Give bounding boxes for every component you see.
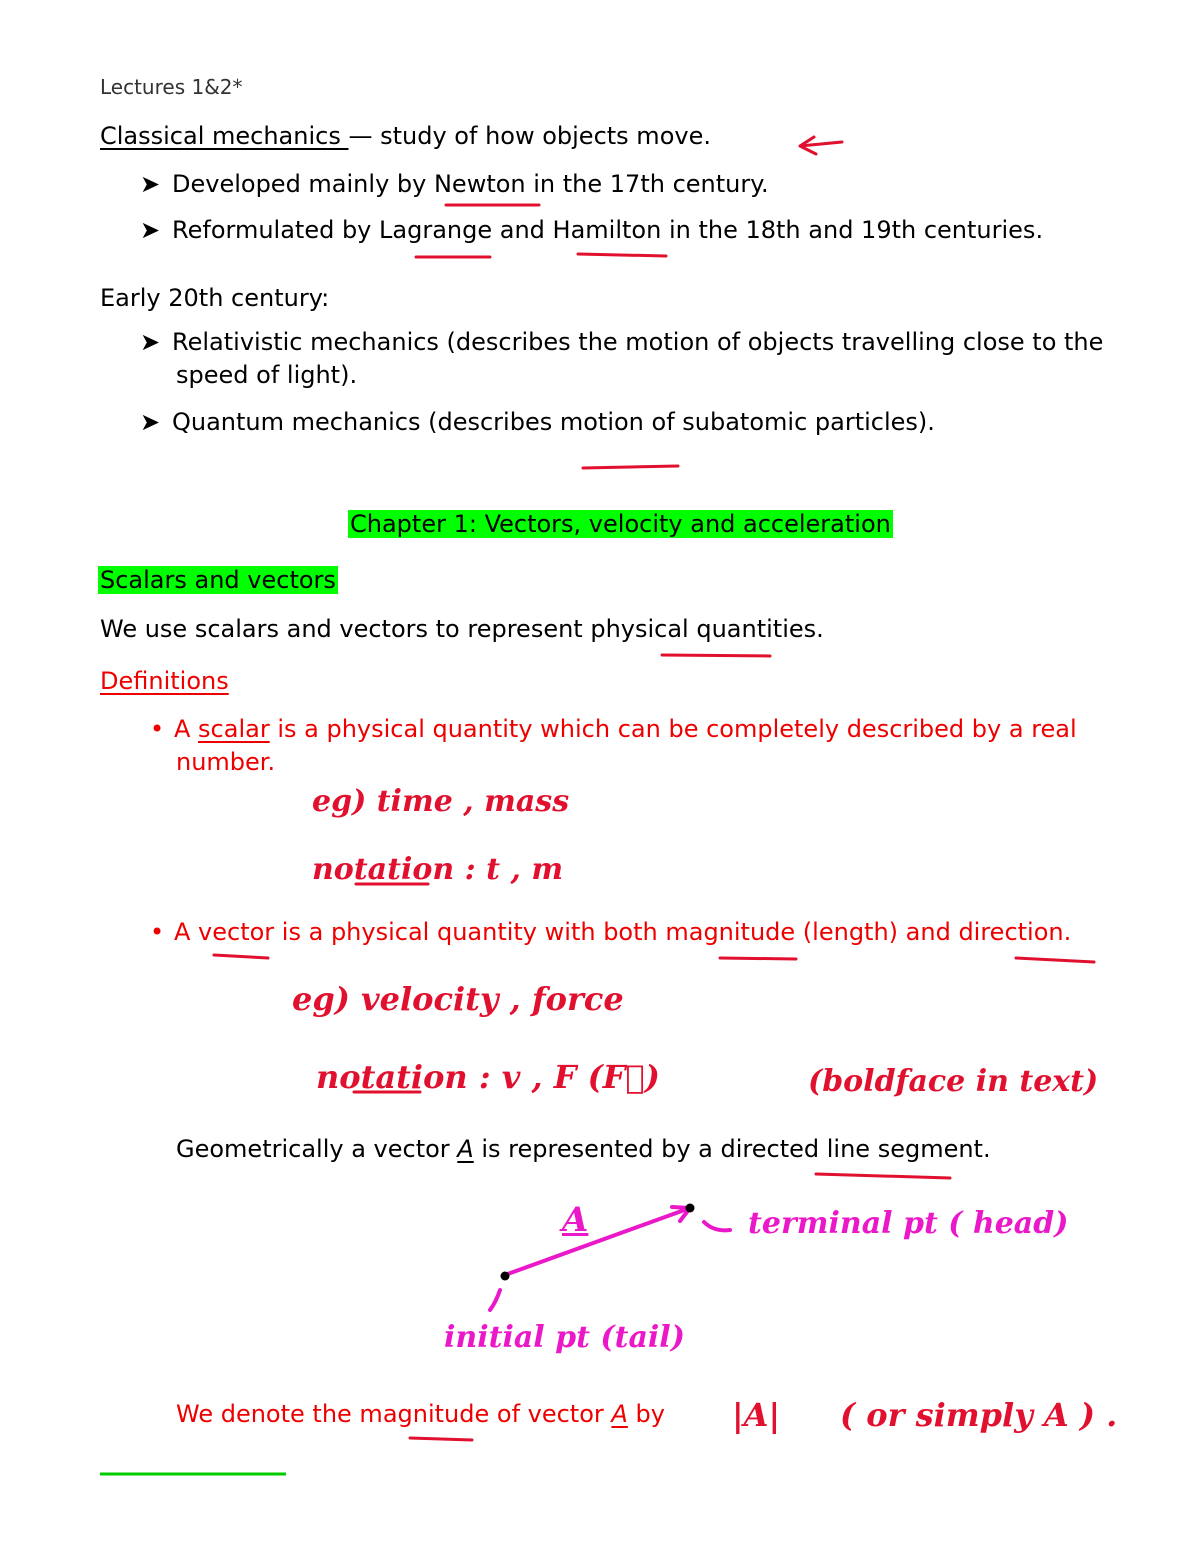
point-lagrange: ➤ Reformulated by Lagrange and Hamilton in the 18th and 19th centuries.	[140, 216, 1044, 244]
classical-mechanics-term: Classical mechanics	[100, 122, 349, 150]
initial-point-note: initial pt (tail)	[444, 1320, 685, 1355]
vector-notation-handwriting: notation : v , F (F⃗)	[316, 1058, 660, 1096]
magnitude-note-handwriting: ( or simply A ) .	[840, 1396, 1118, 1434]
vector-symbol: A	[611, 1400, 628, 1428]
vector-symbol: A	[457, 1135, 474, 1163]
point-relativistic: ➤ Relativistic mechanics (describes the motion of objects travelling close to the	[140, 328, 1104, 356]
intro-definition: — study of how objects move.	[348, 122, 711, 150]
point-newton: ➤ Developed mainly by Newton in the 17th century.	[140, 170, 769, 198]
magnitude-sentence: We denote the magnitude of vector A by	[176, 1400, 665, 1428]
underline-direction	[1016, 958, 1094, 962]
underline-magnitude	[720, 958, 796, 959]
tail-pointer-icon	[490, 1290, 500, 1310]
scalar-notation-handwriting: notation : t , m	[312, 852, 564, 887]
underline-subatomic	[583, 466, 678, 468]
vector-segment	[505, 1208, 690, 1275]
boldface-note-handwriting: (boldface in text)	[808, 1064, 1099, 1099]
underline-physical	[662, 655, 770, 656]
definitions-heading: Definitions	[100, 667, 229, 695]
magnitude-symbol-handwriting: |A|	[732, 1396, 781, 1434]
scalar-definition-cont: number.	[176, 748, 276, 776]
head-label-handwriting: A	[562, 1200, 589, 1240]
underline-vector	[214, 955, 268, 958]
vector-example-handwriting: eg) velocity , force	[292, 980, 624, 1018]
geometry-sentence: Geometrically a vector A is represented by a directed line segment.	[176, 1135, 991, 1163]
lecture-header: Lectures 1&2*	[100, 75, 243, 99]
section-title: Scalars and vectors	[100, 566, 336, 594]
initial-point-dot	[501, 1272, 510, 1281]
arrow-bullet-icon: ➤	[140, 216, 161, 244]
scalar-definition: • A scalar is a physical quantity which can be completely described by a real	[150, 715, 1077, 743]
vector-definition: • A vector is a physical quantity with both magnitude (length) and direction.	[150, 918, 1072, 946]
terminal-point-note: terminal pt ( head)	[748, 1206, 1069, 1241]
underline-hamilton	[578, 254, 666, 256]
scalar-example-handwriting: eg) time , mass	[312, 784, 570, 819]
chapter-title: Chapter 1: Vectors, velocity and acceleration	[350, 510, 891, 538]
head-pointer-icon	[704, 1222, 730, 1230]
bullet-dot-icon: •	[150, 715, 165, 743]
point-relativistic-cont: speed of light).	[176, 361, 358, 389]
underline-magnitude-2	[410, 1438, 472, 1440]
terminal-point-dot	[686, 1204, 695, 1213]
arrow-bullet-icon: ➤	[140, 328, 161, 356]
early-heading: Early 20th century:	[100, 284, 330, 312]
arrow-bullet-icon: ➤	[140, 408, 161, 436]
point-quantum: ➤ Quantum mechanics (describes motion of subatomic particles).	[140, 408, 935, 436]
bullet-dot-icon: •	[150, 918, 165, 946]
arrow-bullet-icon: ➤	[140, 170, 161, 198]
section-intro: We use scalars and vectors to represent physical quantities.	[100, 615, 824, 643]
arrow-left-icon	[800, 137, 842, 154]
underline-directed-line	[816, 1174, 950, 1178]
